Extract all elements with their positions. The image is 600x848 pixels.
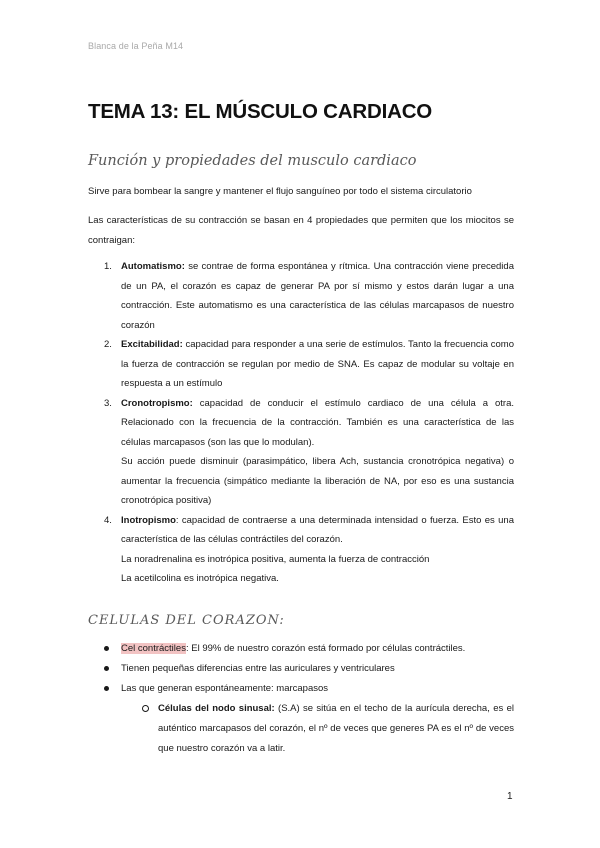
list-extra-text: Su acción puede disminuir (parasimpático, libera Ach, sustancia cronotrópica negativa) o aumentar la frecuencia (simpático mediante la liberación de NA, por eso es una sustancia cronotrópica positiva): [121, 456, 514, 506]
sub-term: Células del nodo sinusal:: [158, 703, 275, 714]
list-item: [88, 511, 514, 589]
list-text: capacidad para responder a una serie de estímulos. Tanto la frecuencia como la fuerza de contracción se regulan por medio de SNA. Es capaz de modular su voltaje en respuesta a un estímulo: [121, 339, 514, 389]
list-item: [88, 257, 514, 335]
sub-text: (S.A) se sitúa en el techo de la aurícula derecha, es el auténtico marcapasos del corazón, el nº de veces que generes PA es el nº de veces que nuestro corazón va a latir.: [158, 703, 514, 754]
list-item: [88, 394, 514, 511]
page-number: 1: [507, 791, 513, 802]
page-title: TEMA 13: EL MÚSCULO CARDIACO: [88, 100, 433, 123]
bullet-icon: [104, 646, 109, 651]
paragraph-purpose: Sirve para bombear la sangre y mantener el flujo sanguíneo por todo el sistema circulatorio: [88, 186, 472, 197]
list-extra-text: La noradrenalina es inotrópica positiva, aumenta la fuerza de contracción: [121, 553, 430, 565]
bullet-item: [88, 679, 514, 699]
list-text: capacidad de conducir el estímulo cardiaco de una célula a otra. Relacionado con la frecuencia de la contracción. También es una característica de las células marcapasos (son las que lo modulan).: [121, 397, 514, 448]
list-number: 1.: [104, 261, 112, 272]
list-term: Cronotropismo:: [121, 397, 193, 409]
bullet-icon: [104, 666, 109, 671]
page-header: Blanca de la Peña M14: [88, 41, 184, 51]
bullet-icon: [104, 686, 109, 691]
circle-bullet-icon: [142, 705, 149, 712]
cells-bullet-list: [88, 639, 514, 759]
list-item: [88, 335, 514, 394]
highlighted-term: Cel contráctiles: [121, 643, 186, 654]
list-text: se contrae de forma espontánea y rítmica. Una contracción viene precedida de un PA, el corazón es capaz de generar PA por sí mismo y estos darán lugar a una contracción. Este automatismo es una característica de las células marcapasos de nuestro corazón: [121, 261, 514, 331]
list-text: : capacidad de contraerse a una determinada intensidad o fuerza. Esto es una característica de las células contráctiles del corazón.: [121, 514, 514, 545]
list-term: Inotropismo: [121, 514, 176, 526]
bullet-text: Las que generan espontáneamente: marcapasos: [121, 683, 329, 694]
bullet-item: [88, 659, 514, 679]
paragraph-properties-intro: Las características de su contracción se basan en 4 propiedades que permiten que los miocitos se contraigan:: [88, 215, 514, 246]
list-extra-text: La acetilcolina es inotrópica negativa.: [121, 573, 279, 584]
properties-list: [88, 257, 514, 589]
list-number: 2.: [104, 339, 112, 350]
list-term: Automatismo:: [121, 261, 185, 272]
section-heading-function: Función y propiedades del musculo cardiaco: [88, 153, 417, 169]
list-number: 3.: [104, 397, 112, 409]
sub-bullet-item: [88, 699, 514, 759]
section-heading-cells: CELULAS DEL CORAZON:: [88, 613, 285, 628]
list-term: Excitabilidad:: [121, 339, 183, 350]
list-number: 4.: [104, 514, 112, 526]
bullet-text: Tienen pequeñas diferencias entre las auriculares y ventriculares: [121, 663, 395, 674]
bullet-item: [88, 639, 514, 659]
bullet-text: : El 99% de nuestro corazón está formado por células contráctiles.: [185, 643, 466, 654]
